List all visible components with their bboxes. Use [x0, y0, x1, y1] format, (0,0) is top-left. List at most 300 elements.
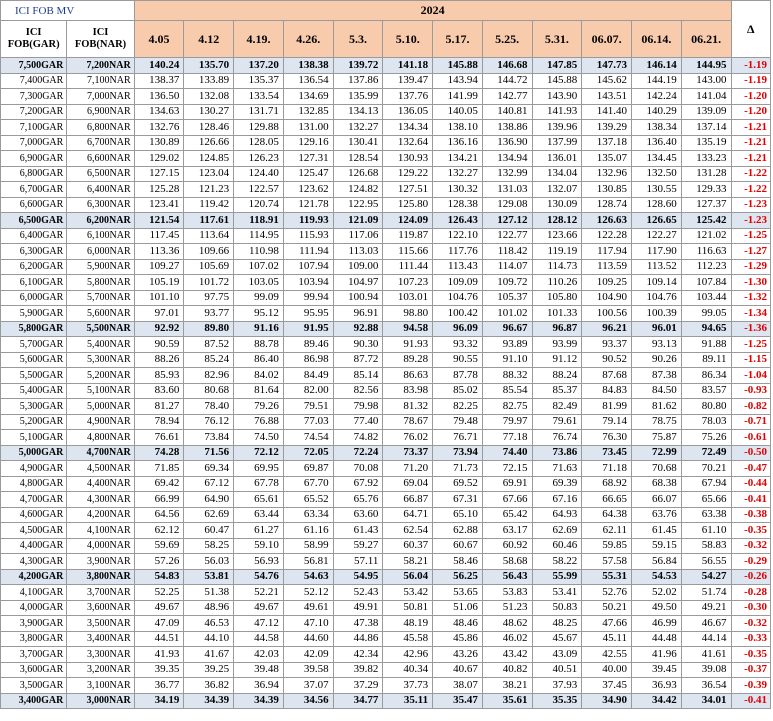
price-cell: 147.73 — [582, 58, 632, 74]
price-cell: 141.99 — [433, 89, 483, 105]
price-cell: 41.96 — [632, 647, 682, 663]
price-cell: 110.98 — [234, 244, 284, 260]
nar-grade-cell: 3,900NAR — [67, 554, 134, 570]
table-title: ICI FOB MV — [1, 1, 135, 21]
date-header: 4.19. — [234, 21, 284, 58]
price-cell: 93.32 — [433, 337, 483, 353]
delta-cell: -0.38 — [731, 507, 770, 523]
delta-cell: -0.47 — [731, 461, 770, 477]
price-cell: 79.98 — [333, 399, 383, 415]
price-cell: 107.84 — [681, 275, 731, 291]
price-cell: 87.68 — [582, 368, 632, 384]
price-cell: 89.28 — [383, 352, 433, 368]
price-cell: 109.66 — [184, 244, 234, 260]
price-cell: 36.54 — [681, 678, 731, 694]
price-cell: 34.56 — [283, 693, 333, 709]
price-cell: 92.88 — [333, 321, 383, 337]
gar-grade-cell: 4,000GAR — [1, 600, 67, 616]
price-cell: 39.58 — [283, 662, 333, 678]
price-cell: 112.23 — [681, 259, 731, 275]
price-cell: 61.43 — [333, 523, 383, 539]
nar-grade-cell: 3,000NAR — [67, 693, 134, 709]
price-cell: 143.51 — [582, 89, 632, 105]
price-cell: 76.61 — [134, 430, 184, 446]
price-cell: 132.64 — [383, 135, 433, 151]
price-cell: 125.28 — [134, 182, 184, 198]
price-cell: 36.93 — [632, 678, 682, 694]
gar-grade-cell: 4,300GAR — [1, 554, 67, 570]
price-cell: 47.38 — [333, 616, 383, 632]
price-cell: 138.86 — [482, 120, 532, 136]
price-cell: 69.91 — [482, 476, 532, 492]
table-row — [1, 569, 771, 585]
price-cell: 144.19 — [632, 73, 682, 89]
delta-cell: -0.35 — [731, 647, 770, 663]
nar-grade-cell: 5,000NAR — [67, 399, 134, 415]
price-cell: 69.04 — [383, 476, 433, 492]
price-cell: 131.00 — [283, 120, 333, 136]
price-cell: 66.99 — [134, 492, 184, 508]
delta-cell: -0.44 — [731, 476, 770, 492]
price-cell: 63.76 — [632, 507, 682, 523]
price-cell: 103.94 — [283, 275, 333, 291]
price-cell: 103.01 — [383, 290, 433, 306]
price-cell: 119.19 — [532, 244, 582, 260]
price-cell: 132.27 — [433, 166, 483, 182]
price-cell: 48.96 — [184, 600, 234, 616]
price-cell: 143.94 — [433, 73, 483, 89]
price-cell: 86.34 — [681, 368, 731, 384]
price-cell: 135.99 — [333, 89, 383, 105]
table-row — [1, 337, 771, 353]
price-cell: 94.65 — [681, 321, 731, 337]
price-cell: 139.72 — [333, 58, 383, 74]
gar-header: ICI FOB(GAR) — [1, 21, 67, 58]
price-cell: 76.02 — [383, 430, 433, 446]
price-cell: 141.04 — [681, 89, 731, 105]
price-cell: 49.21 — [681, 600, 731, 616]
price-cell: 122.57 — [234, 182, 284, 198]
price-cell: 101.72 — [184, 275, 234, 291]
table-row — [1, 352, 771, 368]
price-cell: 42.03 — [234, 647, 284, 663]
price-cell: 38.21 — [482, 678, 532, 694]
price-cell: 128.46 — [184, 120, 234, 136]
price-cell: 141.93 — [532, 104, 582, 120]
price-cell: 67.66 — [482, 492, 532, 508]
price-cell: 93.89 — [482, 337, 532, 353]
price-cell: 127.51 — [383, 182, 433, 198]
price-cell: 49.50 — [632, 600, 682, 616]
price-cell: 70.08 — [333, 461, 383, 477]
price-cell: 67.78 — [234, 476, 284, 492]
price-cell: 119.87 — [383, 228, 433, 244]
price-cell: 93.77 — [184, 306, 234, 322]
price-cell: 56.43 — [482, 569, 532, 585]
price-cell: 52.43 — [333, 585, 383, 601]
price-cell: 99.09 — [234, 290, 284, 306]
nar-grade-cell: 5,500NAR — [67, 321, 134, 337]
delta-cell: -0.37 — [731, 662, 770, 678]
price-cell: 123.41 — [134, 197, 184, 213]
price-cell: 54.63 — [283, 569, 333, 585]
price-cell: 50.83 — [532, 600, 582, 616]
price-cell: 104.97 — [333, 275, 383, 291]
price-cell: 54.76 — [234, 569, 284, 585]
price-cell: 57.26 — [134, 554, 184, 570]
price-cell: 80.80 — [681, 399, 731, 415]
price-cell: 113.03 — [333, 244, 383, 260]
price-cell: 130.27 — [184, 104, 234, 120]
price-cell: 67.94 — [681, 476, 731, 492]
price-cell: 109.25 — [582, 275, 632, 291]
delta-cell: -0.28 — [731, 585, 770, 601]
price-cell: 59.15 — [632, 538, 682, 554]
price-cell: 111.94 — [283, 244, 333, 260]
price-cell: 122.10 — [433, 228, 483, 244]
delta-cell: -1.19 — [731, 73, 770, 89]
price-cell: 121.02 — [681, 228, 731, 244]
price-cell: 125.47 — [283, 166, 333, 182]
table-row — [1, 647, 771, 663]
price-cell: 79.51 — [283, 399, 333, 415]
price-cell: 82.56 — [333, 383, 383, 399]
gar-grade-cell: 4,400GAR — [1, 538, 67, 554]
price-cell: 41.67 — [184, 647, 234, 663]
price-cell: 131.03 — [482, 182, 532, 198]
date-header: 06.21. — [681, 21, 731, 58]
price-cell: 79.61 — [532, 414, 582, 430]
price-cell: 130.09 — [532, 197, 582, 213]
table-row — [1, 58, 771, 74]
table-row — [1, 616, 771, 632]
price-cell: 60.47 — [184, 523, 234, 539]
nar-grade-cell: 5,400NAR — [67, 337, 134, 353]
price-cell: 40.67 — [433, 662, 483, 678]
price-cell: 119.42 — [184, 197, 234, 213]
price-cell: 143.90 — [532, 89, 582, 105]
price-cell: 81.99 — [582, 399, 632, 415]
price-cell: 54.53 — [632, 569, 682, 585]
nar-grade-cell: 6,200NAR — [67, 213, 134, 229]
price-cell: 136.54 — [283, 73, 333, 89]
price-cell: 113.43 — [433, 259, 483, 275]
price-cell: 57.58 — [582, 554, 632, 570]
price-cell: 62.69 — [184, 507, 234, 523]
price-cell: 45.67 — [532, 631, 582, 647]
price-cell: 47.10 — [283, 616, 333, 632]
price-cell: 136.90 — [482, 135, 532, 151]
gar-grade-cell: 4,500GAR — [1, 523, 67, 539]
delta-cell: -0.41 — [731, 693, 770, 709]
delta-header: Δ — [731, 1, 770, 58]
price-cell: 51.74 — [681, 585, 731, 601]
price-cell: 52.02 — [632, 585, 682, 601]
price-cell: 67.70 — [283, 476, 333, 492]
nar-grade-cell: 3,500NAR — [67, 616, 134, 632]
price-cell: 138.37 — [134, 73, 184, 89]
price-cell: 103.44 — [681, 290, 731, 306]
price-cell: 46.99 — [632, 616, 682, 632]
price-cell: 129.16 — [283, 135, 333, 151]
date-header: 4.12 — [184, 21, 234, 58]
table-row — [1, 213, 771, 229]
gar-grade-cell: 5,600GAR — [1, 352, 67, 368]
price-cell: 63.38 — [681, 507, 731, 523]
price-cell: 70.21 — [681, 461, 731, 477]
gar-grade-cell: 6,700GAR — [1, 182, 67, 198]
price-cell: 50.21 — [582, 600, 632, 616]
nar-grade-cell: 5,100NAR — [67, 383, 134, 399]
price-cell: 114.07 — [482, 259, 532, 275]
price-cell: 145.88 — [532, 73, 582, 89]
price-cell: 54.95 — [333, 569, 383, 585]
table-row — [1, 89, 771, 105]
price-cell: 138.38 — [283, 58, 333, 74]
price-cell: 58.46 — [433, 554, 483, 570]
price-cell: 107.94 — [283, 259, 333, 275]
price-cell: 101.33 — [532, 306, 582, 322]
price-cell: 139.47 — [383, 73, 433, 89]
table-row — [1, 662, 771, 678]
gar-grade-cell: 6,900GAR — [1, 151, 67, 167]
price-cell: 132.99 — [482, 166, 532, 182]
price-cell: 132.96 — [582, 166, 632, 182]
price-cell: 117.76 — [433, 244, 483, 260]
price-cell: 96.01 — [632, 321, 682, 337]
price-cell: 88.78 — [234, 337, 284, 353]
price-cell: 86.98 — [283, 352, 333, 368]
table-row — [1, 120, 771, 136]
price-cell: 91.12 — [532, 352, 582, 368]
nar-grade-cell: 4,000NAR — [67, 538, 134, 554]
price-cell: 111.44 — [383, 259, 433, 275]
price-cell: 120.74 — [234, 197, 284, 213]
price-cell: 58.68 — [482, 554, 532, 570]
price-cell: 123.62 — [283, 182, 333, 198]
price-cell: 67.12 — [184, 476, 234, 492]
price-cell: 132.76 — [134, 120, 184, 136]
price-cell: 34.90 — [582, 693, 632, 709]
price-cell: 64.71 — [383, 507, 433, 523]
price-cell: 79.14 — [582, 414, 632, 430]
table-row — [1, 135, 771, 151]
price-cell: 117.06 — [333, 228, 383, 244]
price-cell: 137.99 — [532, 135, 582, 151]
price-cell: 109.14 — [632, 275, 682, 291]
table-row — [1, 476, 771, 492]
price-cell: 79.26 — [234, 399, 284, 415]
price-cell: 124.40 — [234, 166, 284, 182]
price-cell: 39.35 — [134, 662, 184, 678]
price-cell: 44.14 — [681, 631, 731, 647]
nar-grade-cell: 4,100NAR — [67, 523, 134, 539]
price-cell: 40.82 — [482, 662, 532, 678]
gar-grade-cell: 5,000GAR — [1, 445, 67, 461]
price-cell: 69.87 — [283, 461, 333, 477]
price-cell: 114.73 — [532, 259, 582, 275]
delta-cell: -0.32 — [731, 616, 770, 632]
price-cell: 34.42 — [632, 693, 682, 709]
price-cell: 72.12 — [234, 445, 284, 461]
delta-cell: -0.30 — [731, 600, 770, 616]
price-cell: 76.88 — [234, 414, 284, 430]
price-cell: 124.09 — [383, 213, 433, 229]
nar-grade-cell: 7,100NAR — [67, 73, 134, 89]
nar-grade-cell: 6,700NAR — [67, 135, 134, 151]
price-cell: 144.72 — [482, 73, 532, 89]
delta-cell: -0.26 — [731, 569, 770, 585]
price-cell: 99.05 — [681, 306, 731, 322]
price-cell: 69.42 — [134, 476, 184, 492]
table-row — [1, 507, 771, 523]
price-cell: 97.75 — [184, 290, 234, 306]
price-cell: 76.74 — [532, 430, 582, 446]
price-cell: 74.82 — [333, 430, 383, 446]
price-cell: 136.16 — [433, 135, 483, 151]
price-cell: 121.78 — [283, 197, 333, 213]
price-cell: 130.32 — [433, 182, 483, 198]
price-cell: 139.29 — [582, 120, 632, 136]
price-cell: 137.20 — [234, 58, 284, 74]
price-cell: 117.94 — [582, 244, 632, 260]
price-cell: 37.93 — [532, 678, 582, 694]
price-cell: 136.50 — [134, 89, 184, 105]
price-cell: 134.69 — [283, 89, 333, 105]
nar-grade-cell: 3,300NAR — [67, 647, 134, 663]
price-cell: 72.49 — [681, 445, 731, 461]
price-cell: 105.80 — [532, 290, 582, 306]
price-cell: 46.67 — [681, 616, 731, 632]
price-cell: 127.31 — [283, 151, 333, 167]
nar-grade-cell: 5,900NAR — [67, 259, 134, 275]
date-header: 5.10. — [383, 21, 433, 58]
price-cell: 135.37 — [234, 73, 284, 89]
date-header: 4.26. — [283, 21, 333, 58]
table-body — [1, 58, 771, 709]
price-cell: 82.00 — [283, 383, 333, 399]
price-cell: 78.75 — [632, 414, 682, 430]
nar-grade-cell: 3,600NAR — [67, 600, 134, 616]
date-header: 5.31. — [532, 21, 582, 58]
price-cell: 83.60 — [134, 383, 184, 399]
price-cell: 50.81 — [383, 600, 433, 616]
price-cell: 42.09 — [283, 647, 333, 663]
price-cell: 115.93 — [283, 228, 333, 244]
nar-grade-cell: 6,100NAR — [67, 228, 134, 244]
price-cell: 66.87 — [383, 492, 433, 508]
price-cell: 85.37 — [532, 383, 582, 399]
price-cell: 87.78 — [433, 368, 483, 384]
price-cell: 113.52 — [632, 259, 682, 275]
nar-grade-cell: 4,800NAR — [67, 430, 134, 446]
table-row — [1, 492, 771, 508]
price-cell: 88.24 — [532, 368, 582, 384]
price-cell: 65.42 — [482, 507, 532, 523]
delta-cell: -0.41 — [731, 492, 770, 508]
price-cell: 53.41 — [532, 585, 582, 601]
title-row — [1, 1, 771, 21]
price-cell: 136.40 — [632, 135, 682, 151]
delta-cell: -1.15 — [731, 352, 770, 368]
price-cell: 134.94 — [482, 151, 532, 167]
price-cell: 129.33 — [681, 182, 731, 198]
price-cell: 124.82 — [333, 182, 383, 198]
price-cell: 45.11 — [582, 631, 632, 647]
gar-grade-cell: 7,300GAR — [1, 89, 67, 105]
price-cell: 145.62 — [582, 73, 632, 89]
nar-grade-cell: 6,400NAR — [67, 182, 134, 198]
table-row — [1, 151, 771, 167]
price-cell: 133.23 — [681, 151, 731, 167]
gar-grade-cell: 3,500GAR — [1, 678, 67, 694]
price-cell: 62.69 — [532, 523, 582, 539]
table-row — [1, 197, 771, 213]
price-cell: 44.51 — [134, 631, 184, 647]
price-cell: 87.52 — [184, 337, 234, 353]
price-cell: 86.63 — [383, 368, 433, 384]
price-cell: 48.19 — [383, 616, 433, 632]
price-cell: 83.57 — [681, 383, 731, 399]
gar-grade-cell: 7,200GAR — [1, 104, 67, 120]
gar-grade-cell: 6,400GAR — [1, 228, 67, 244]
price-cell: 43.42 — [482, 647, 532, 663]
price-cell: 67.31 — [433, 492, 483, 508]
price-cell: 85.93 — [134, 368, 184, 384]
price-cell: 125.42 — [681, 213, 731, 229]
nar-grade-cell: 4,300NAR — [67, 492, 134, 508]
price-cell: 60.37 — [383, 538, 433, 554]
delta-cell: -1.30 — [731, 275, 770, 291]
date-header: 5.25. — [482, 21, 532, 58]
price-cell: 90.26 — [632, 352, 682, 368]
price-cell: 55.31 — [582, 569, 632, 585]
nar-grade-cell: 5,600NAR — [67, 306, 134, 322]
price-cell: 53.42 — [383, 585, 433, 601]
gar-grade-cell: 5,900GAR — [1, 306, 67, 322]
delta-cell: -0.29 — [731, 554, 770, 570]
price-cell: 40.00 — [582, 662, 632, 678]
price-cell: 128.05 — [234, 135, 284, 151]
price-cell: 127.12 — [482, 213, 532, 229]
price-cell: 121.23 — [184, 182, 234, 198]
price-cell: 114.95 — [234, 228, 284, 244]
delta-cell: -1.23 — [731, 197, 770, 213]
nar-grade-cell: 3,400NAR — [67, 631, 134, 647]
price-cell: 65.66 — [681, 492, 731, 508]
price-cell: 73.37 — [383, 445, 433, 461]
price-cell: 65.10 — [433, 507, 483, 523]
price-cell: 71.85 — [134, 461, 184, 477]
nar-grade-cell: 5,300NAR — [67, 352, 134, 368]
price-cell: 74.40 — [482, 445, 532, 461]
delta-cell: -1.36 — [731, 321, 770, 337]
price-cell: 126.23 — [234, 151, 284, 167]
price-cell: 35.61 — [482, 693, 532, 709]
price-cell: 60.46 — [532, 538, 582, 554]
gar-grade-cell: 6,600GAR — [1, 197, 67, 213]
price-cell: 91.16 — [234, 321, 284, 337]
price-cell: 41.93 — [134, 647, 184, 663]
price-cell: 89.46 — [283, 337, 333, 353]
price-cell: 123.66 — [532, 228, 582, 244]
price-cell: 44.10 — [184, 631, 234, 647]
price-cell: 91.10 — [482, 352, 532, 368]
table-row — [1, 228, 771, 244]
price-cell: 64.93 — [532, 507, 582, 523]
price-cell: 104.76 — [632, 290, 682, 306]
price-cell: 70.68 — [632, 461, 682, 477]
